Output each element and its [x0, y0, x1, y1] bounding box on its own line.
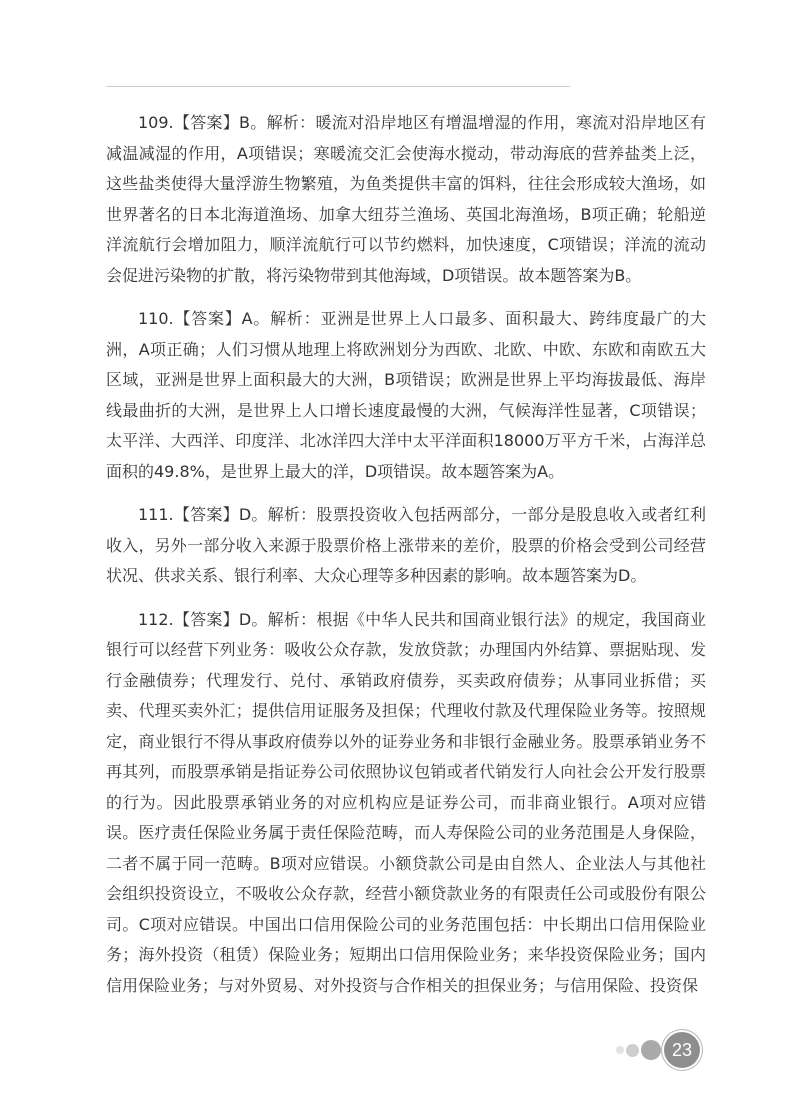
answer-112: 112.【答案】D。解析：根据《中华人民共和国商业银行法》的规定，我国商业银行可以经营下列业务：吸收公众存款，发放贷款；办理国内外结算、票据贴现、发行金融债券；代理发行、兑付、承销政府债券，买卖政府债券；从事同业拆借；买卖、代理买卖外汇；提供信用证服务及担保；代理收付款及代理保险业务等。按照规定，商业银行不得从事政府债券以外的证券业务和非银行金融业务。股票承销业务不再其列，而股票承销是指证券公司依照协议包销或者代销发行人向社会公开发行股票的行为。因此股票承销业务的对应机构应是证券公司，而非商业银行。A项对应错误。医疗责任保险业务属于责任保险范畴，而人寿保险公司的业务范围是人身保险，二者不属于同一范畴。B项对应错误。小额贷款公司是由自然人、企业法人与其他社会组织投资设立，不吸收公众存款，经营小额贷款业务的有限责任公司或股份有限公司。C项对应错误。中国出口信用保险公司的业务范围包括：中长期出口信用保险业务；海外投资（租赁）保险业务；短期出口信用保险业务；来华投资保险业务；国内信用保险业务；与对外贸易、对外投资与合作相关的担保业务；与信用保险、投资保 [106, 609, 706, 995]
answer-109: 109.【答案】B。解析：暖流对沿岸地区有增温增湿的作用，寒流对沿岸地区有减温减湿的作用，A项错误；寒暖流交汇会使海水搅动，带动海底的营养盐类上泛，这些盐类使得大量浮游生物繁殖，为鱼类提供丰富的饵料，往往会形成较大渔场，如世界著名的日本北海道渔场、加拿大纽芬兰渔场、英国北海渔场，B项正确；轮船逆洋流航行会增加阻力，顺洋流航行可以节约燃料，加快速度，C项错误；洋流的流动会促进污染物的扩散，将污染物带到其他海域，D项错误。故本题答案为B。 [106, 113, 706, 285]
answer-111: 111.【答案】D。解析：股票投资收入包括两部分，一部分是股息收入或者红利收入，另外一部分收入来源于股票价格上涨带来的差价，股票的价格会受到公司经营状况、供求关系、银行利率、大众心理等多种因素的影响。故本题答案为D。 [106, 505, 706, 585]
header-rule [106, 86, 570, 87]
decorative-dot-medium [626, 1044, 639, 1057]
answer-110: 110.【答案】A。解析：亚洲是世界上人口最多、面积最大、跨纬度最广的大洲，A项正确；人们习惯从地理上将欧洲划分为西欧、北欧、中欧、东欧和南欧五大区域，亚洲是世界上面积最大的大洲，B项错误；欧洲是世界上平均海拔最低、海岸线最曲折的大洲，是世界上人口增长速度最慢的大洲，气候海洋性显著，C项错误；太平洋、大西洋、印度洋、北冰洋四大洋中太平洋面积18000万平方千米，占海洋总面积的49.8%，是世界上最大的洋，D项错误。故本题答案为A。 [106, 309, 706, 481]
page-number: 23 [664, 1032, 700, 1068]
answer-explanations [106, 108, 706, 1014]
decorative-dot-small [616, 1046, 624, 1054]
decorative-dot-large [641, 1040, 661, 1060]
page-number-badge [606, 1030, 706, 1070]
